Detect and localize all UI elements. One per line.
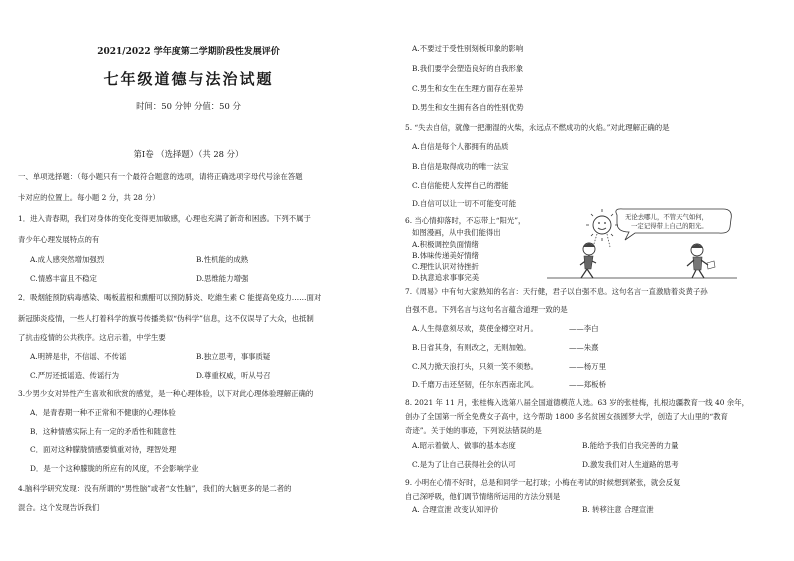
q3-option-d: D．是一个这种朦胧的所应有的风度，不会影响学业	[30, 464, 199, 473]
person-right-figure	[687, 244, 715, 278]
q1-option-c: C.情感丰富且不稳定	[30, 274, 97, 283]
q2-stem-1: 2．吸烟能预防病毒感染、喝板蓝根和熏醋可以预防肺炎、吃維生素 C 能提高免疫力……面对	[18, 293, 322, 302]
exam-year-line: 2021/2022 学年度第二学期阶段性发展评价	[97, 47, 280, 57]
q2-option-d: D.尊重权威，听从号召	[196, 371, 271, 380]
q3-option-b: B．这种情感实际上有一定的矛盾性和随意性	[30, 427, 176, 436]
right-column	[397, 0, 774, 561]
cartoon-svg	[547, 207, 737, 279]
q6-option-c: C.理性认识对待挫折	[412, 262, 479, 271]
q8-option-d: D.激发我们对人生道路的思考	[582, 460, 679, 469]
q1-option-d: D.思维能力增强	[196, 274, 249, 283]
q9-stem-1: 9. 小明在心情不好时，总是和同学一起打球；小梅在考试的时候想到紧张，就会反复	[405, 478, 681, 487]
q8-stem-2: 创办了全国第一所全免费女子高中，这今帮助 1800 多名贫困女孩圆梦大学，创造了大山里的“教育	[405, 412, 728, 421]
q6-option-d: D.执意追求事事完美	[412, 273, 480, 282]
q9-option-b: B. 转移注意 合理宣泄	[582, 505, 654, 514]
exam-title: 七年级道德与法治试题	[103, 70, 274, 88]
q2-stem-2: 新冠肺炎疫情，一些人打着科学的旗号传播类似“伪科学”信息，这不仅误导了大众，也抵制	[18, 314, 314, 323]
q7-author-c: ——杨万里	[569, 362, 606, 371]
q4-option-a: A.不要过于受性别刻板印象的影响	[412, 44, 524, 53]
q4-option-b: B.我们要学会塑造良好的自我形象	[412, 64, 524, 73]
q7-stem-1: 7.《周易》中有句大家熟知的名言：天行健，君子以自强不息。这句名言一直激励着炎黄子孙	[405, 287, 708, 296]
q7-author-a: ——李白	[569, 324, 599, 333]
q7-author-b: ——朱熹	[569, 343, 599, 352]
q8-option-a: A.昭示着做人、做事的基本态度	[412, 441, 516, 450]
q7-option-c: C.风力掀天浪打头，只须一笑不须愁。	[412, 362, 538, 371]
q6-stem-2: 如图漫画，从中我们能得出	[412, 228, 501, 237]
q4-stem-2: 混合。这个发现告诉我们	[18, 503, 100, 512]
q7-option-b: B.日省其身，有则改之，无则加勉。	[412, 343, 531, 352]
q5-option-b: B.自信是取得成功的唯一法宝	[412, 162, 509, 171]
sun-icon	[586, 209, 618, 247]
q4-stem-1: 4.脑科学研究发现：没有所谓的“男性脑”或者“女性脑”，我们的大脑更多的是二者的	[18, 484, 292, 493]
q3-option-a: A．是青春期一种不正常和不健康的心理体验	[30, 408, 176, 417]
q9-option-a: A. 合理宣泄 改变认知评价	[412, 505, 499, 514]
q1-stem-1: 1．进入青春期，我们对身体的变化变得更加敏感，心理也充满了新奇和困惑。下列不属于	[18, 214, 311, 223]
q2-option-b: B.独立思考，事事质疑	[196, 352, 271, 361]
q6-option-b: B.体味传递美好情绪	[412, 251, 479, 260]
q5-stem: 5. “失去自信，就像一把潮湿的火柴，永远点不燃成功的火焰。”对此理解正确的是	[405, 123, 670, 132]
q8-stem-1: 8. 2021 年 11 月，张桂梅入选第八届全国道德模范人选。63 岁的张桂梅，扎根边疆教育一线 40 余年，	[405, 398, 749, 407]
q2-option-c: C.严厉还抵谣造、传谣行为	[30, 371, 120, 380]
time-score-line: 时间：50 分钟 分值：50 分	[136, 101, 241, 111]
q6-option-a: A.积极调控负面情绪	[412, 240, 479, 249]
q7-stem-2: 自强不息。下列名言与这句名言蕴含道理一致的是	[405, 305, 568, 314]
q8-option-b: B.能给予我们自我完善的力量	[582, 441, 679, 450]
left-column	[0, 0, 377, 561]
q8-stem-3: 奇迹”。关于她的事迹，下列说法错误的是	[405, 426, 542, 435]
q8-option-c: C.是为了让自己获得社会的认可	[412, 460, 516, 469]
q2-option-a: A.明辨是非，不信谣、不传谣	[30, 352, 127, 361]
cartoon-illustration	[547, 207, 737, 279]
person-left-figure	[580, 243, 596, 278]
q1-option-a: A.成人感突然增加强烈	[30, 255, 105, 264]
bubble-text-1: 无论去哪儿，不管天气如何，	[625, 213, 709, 221]
section-heading: 一、单项选择题：（每小题只有一个最符合题意的选项，请将正确选项字母代号涂在答题	[18, 172, 303, 181]
q3-stem: 3.少男少女对异性产生喜欢和欣赏的感觉，是一种心理体验，以下对此心理体验理解正确的	[18, 389, 314, 398]
part-label: 第Ⅰ卷 （选择题）（共 28 分）	[133, 149, 244, 159]
q7-option-a: A.人生得意须尽欢，莫使金樽空对月。	[412, 324, 538, 333]
q6-stem-1: 6. 当心情抑落时，不忘带上“阳光”，	[405, 216, 526, 225]
q3-option-c: C．面对这种朦胧情感要慎重对待，理智处理	[30, 445, 177, 454]
q1-stem-2: 青少年心理发展特点的有	[18, 235, 100, 244]
q5-option-a: A.自信是每个人都拥有的品质	[412, 142, 509, 151]
q2-stem-3: 了抗击疫情的公共秩序。这启示着，中学生要	[18, 333, 166, 342]
q4-option-c: C.男生和女生在生理方面存在差异	[412, 84, 524, 93]
q7-author-d: ——郑板桥	[569, 380, 606, 389]
q4-option-d: D.男生和女生拥有各自的性别优势	[412, 103, 524, 112]
bubble-text-2: 一定记得带上自己的阳光。	[631, 222, 708, 230]
q5-option-d: D.自信可以让一切不可能变可能	[412, 199, 517, 208]
q1-option-b: B.性机能的成熟	[196, 255, 249, 264]
q9-stem-2: 自己深呼吸，他们调节情绪所运用的方法分别是	[405, 492, 561, 501]
q7-option-d: D.千磨万击还坚韧，任尔东西南北风。	[412, 380, 539, 389]
section-heading-cont: 卡对应的位置上。每小题 2 分，共 28 分）	[18, 193, 160, 202]
q5-option-c: C.自信能使人发挥自己的潜能	[412, 181, 509, 190]
